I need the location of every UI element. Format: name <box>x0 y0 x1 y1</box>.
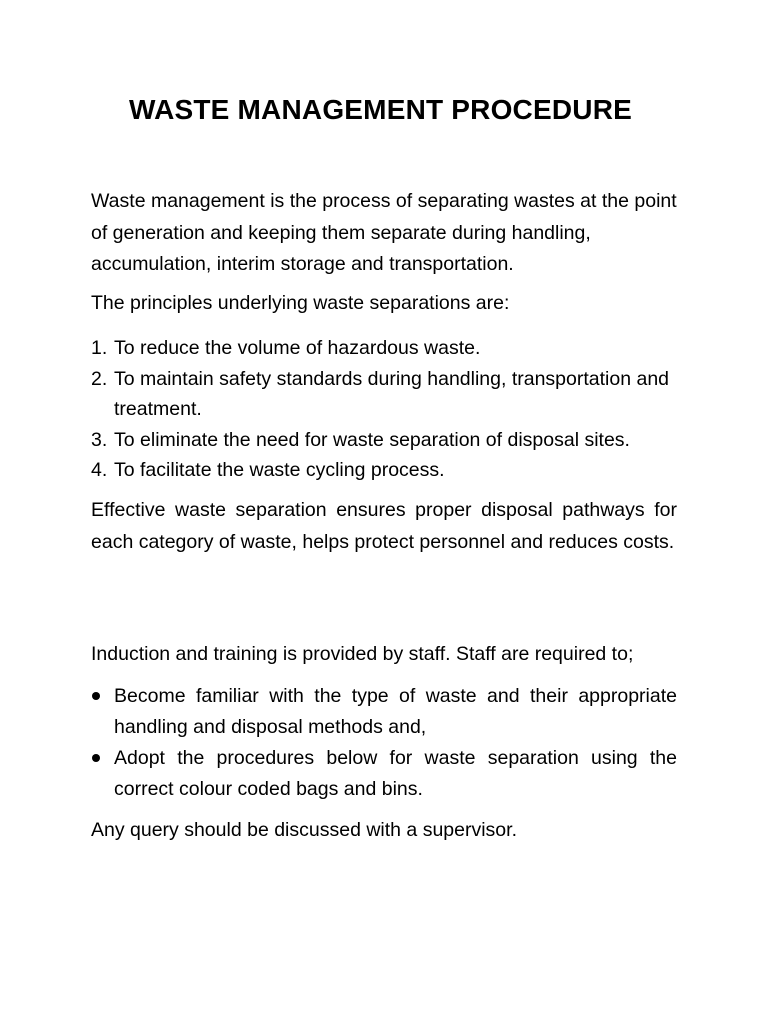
list-item-number: 1. <box>91 337 108 359</box>
list-item-text: To eliminate the need for waste separation of disposal sites. <box>114 428 630 451</box>
list-item <box>91 681 677 742</box>
list-item-number: 3. <box>91 428 108 451</box>
list-item-text: To facilitate the waste cycling process. <box>114 459 445 481</box>
list-item <box>91 333 677 364</box>
list-item <box>91 364 677 425</box>
requirements-list <box>91 681 677 805</box>
effective-separation-paragraph: Effective waste separation ensures proper disposal pathways for each category of waste, helps protect personnel and reduces costs. <box>91 499 677 553</box>
bullet-icon <box>92 754 100 762</box>
list-item <box>91 425 677 456</box>
list-item-text: To reduce the volume of hazardous waste. <box>114 337 481 359</box>
induction-paragraph: Induction and training is provided by staff. Staff are required to; <box>91 643 634 665</box>
list-item <box>91 455 677 486</box>
list-item-number: 2. <box>91 367 108 390</box>
bullet-icon <box>92 692 100 700</box>
page-title: WASTE MANAGEMENT PROCEDURE <box>129 94 632 125</box>
list-item-text: Become familiar with the type of waste and their appropriate handling and disposal methods and, <box>114 685 677 738</box>
principles-list <box>91 333 677 486</box>
intro-paragraph: Waste management is the process of separating wastes at the point of generation and keeping them separate during handling, accumulation, interim storage and transportation. <box>91 190 677 275</box>
principles-intro-paragraph: The principles underlying waste separations are: <box>91 292 510 314</box>
list-item-text: Adopt the procedures below for waste separation using the correct colour coded bags and bins. <box>114 747 677 800</box>
query-paragraph: Any query should be discussed with a supervisor. <box>91 819 517 841</box>
list-item-text: To maintain safety standards during handling, transportation and treatment. <box>114 367 670 420</box>
list-item <box>91 743 677 804</box>
list-item-number: 4. <box>91 459 108 481</box>
